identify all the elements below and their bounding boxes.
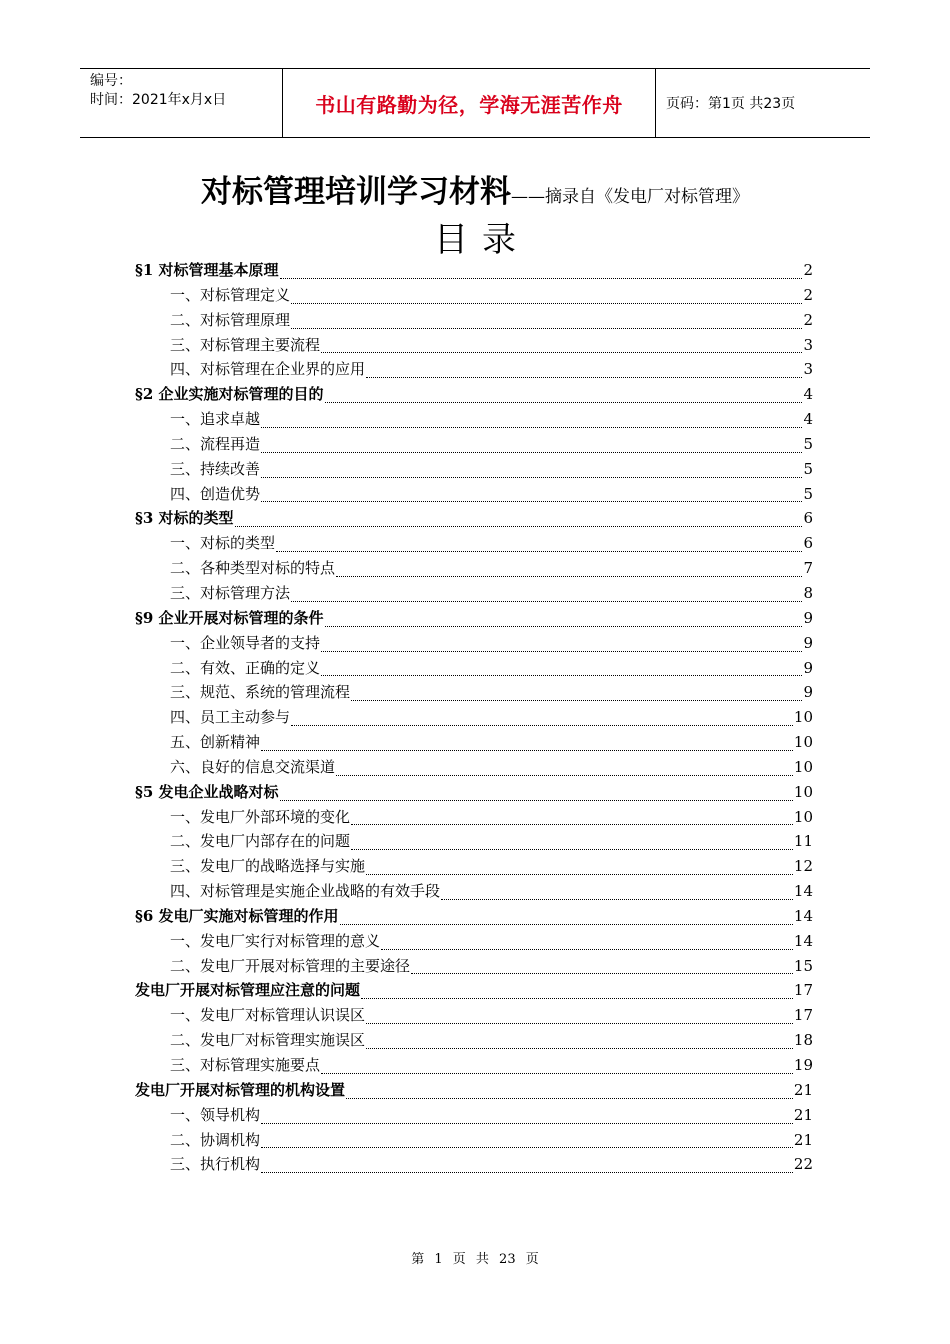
toc-entry[interactable] (135, 681, 813, 706)
document-title-sub: ——摘录自《发电厂对标管理》 (511, 187, 749, 207)
toc-entry[interactable] (135, 1129, 813, 1154)
toc-entry-page: 9 (803, 658, 813, 677)
toc-entry-page: 12 (793, 857, 813, 876)
toc-entry-label: 三、对标管理实施要点 (170, 1056, 321, 1074)
toc-leader-dots (321, 651, 802, 652)
toc-entry-page: 10 (793, 782, 813, 801)
toc-leader-dots (411, 973, 793, 974)
toc-entry[interactable] (135, 433, 813, 458)
document-title-main: 对标管理培训学习材料 (201, 174, 511, 210)
toc-entry-label: 二、各种类型对标的特点 (170, 559, 336, 578)
toc-entry-label: 二、协调机构 (170, 1130, 261, 1149)
toc-leader-dots (441, 899, 793, 900)
toc-entry-label: 三、规范、系统的管理流程 (170, 683, 351, 702)
toc-entry-page: 2 (803, 310, 813, 329)
toc-leader-dots (291, 725, 793, 726)
toc-entry-page: 10 (793, 708, 813, 727)
toc-entry-page: 10 (793, 733, 813, 752)
toc-leader-dots (276, 551, 802, 552)
toc-entry-page: 17 (793, 1006, 813, 1025)
toc-entry-page: 11 (793, 832, 813, 851)
toc-leader-dots (261, 1172, 793, 1173)
toc-entry-label: 一、对标管理定义 (170, 285, 291, 304)
toc-leader-dots (351, 700, 802, 701)
toc-entry-page: 2 (803, 285, 813, 304)
toc-entry[interactable] (135, 930, 813, 955)
toc-entry-label: §2 企业实施对标管理的目的 (135, 385, 324, 404)
toc-entry-label: 六、良好的信息交流渠道 (170, 757, 336, 776)
toc-leader-dots (336, 576, 802, 577)
toc-entry-label: 三、执行机构 (170, 1155, 261, 1174)
toc-leader-dots (346, 1098, 793, 1099)
toc-entry-label: 一、发电厂对标管理认识误区 (170, 1006, 366, 1025)
toc-entry-label: 四、对标管理是实施企业战略的有效手段 (170, 882, 441, 901)
toc-leader-dots (366, 377, 802, 378)
toc-entry-label: 五、创新精神 (170, 733, 261, 752)
toc-entry[interactable] (135, 383, 813, 408)
toc-entry-page: 9 (803, 608, 813, 627)
toc-entry-label: §3 对标的类型 (135, 509, 234, 528)
toc-entry-label: §9 企业开展对标管理的条件 (135, 608, 324, 627)
toc-entry-label: §6 发电厂实施对标管理的作用 (135, 906, 339, 925)
toc-entry-page: 2 (803, 261, 813, 279)
toc-entry-label: 二、对标管理原理 (170, 310, 291, 329)
toc-entry-page: 7 (803, 559, 813, 578)
toc-leader-dots (261, 427, 802, 428)
toc-entry[interactable] (135, 880, 813, 905)
toc-entry-label: 四、员工主动参与 (170, 708, 291, 727)
toc-entry-label: 二、流程再造 (170, 434, 261, 453)
toc-entry-page: 14 (793, 882, 813, 901)
toc-entry[interactable] (135, 483, 813, 508)
toc-entry[interactable] (135, 532, 813, 557)
toc-entry[interactable] (135, 1004, 813, 1029)
toc-leader-dots (325, 626, 803, 627)
toc-leader-dots (340, 924, 793, 925)
toc-entry-page: 21 (793, 1105, 813, 1124)
toc-entry[interactable] (135, 1054, 813, 1079)
toc-entry[interactable] (135, 557, 813, 582)
toc-entry[interactable] (135, 309, 813, 334)
toc-entry[interactable] (135, 507, 813, 532)
toc-entry-label: 一、追求卓越 (170, 410, 261, 429)
toc-entry-label: 三、对标管理方法 (170, 583, 291, 602)
toc-leader-dots (381, 949, 793, 950)
toc-entry-page: 21 (793, 1130, 813, 1149)
toc-leader-dots (325, 402, 803, 403)
toc-leader-dots (291, 303, 802, 304)
toc-entry[interactable] (135, 259, 813, 284)
toc-leader-dots (321, 1073, 793, 1074)
toc-entry-label: 一、发电厂实行对标管理的意义 (170, 931, 381, 950)
toc-entry[interactable] (135, 607, 813, 632)
toc-leader-dots (261, 1147, 793, 1148)
toc-entry-page: 3 (803, 360, 813, 379)
toc-leader-dots (321, 352, 802, 353)
toc-leader-dots (261, 477, 802, 478)
toc-entry-label: 一、发电厂外部环境的变化 (170, 807, 351, 826)
toc-entry[interactable] (135, 756, 813, 781)
toc-leader-dots (261, 1123, 793, 1124)
table-of-contents (135, 259, 813, 1178)
toc-entry-page: 19 (793, 1056, 813, 1074)
toc-entry[interactable] (135, 1029, 813, 1054)
toc-heading: 目录 (434, 220, 530, 260)
toc-leader-dots (261, 452, 802, 453)
toc-entry-label: 一、对标的类型 (170, 534, 276, 553)
toc-leader-dots (291, 601, 802, 602)
toc-leader-dots (235, 526, 803, 527)
toc-entry-page: 9 (803, 633, 813, 652)
toc-entry[interactable] (135, 979, 813, 1004)
toc-entry[interactable] (135, 334, 813, 359)
toc-entry-page: 3 (803, 335, 813, 354)
toc-leader-dots (366, 874, 793, 875)
toc-entry-label: 三、对标管理主要流程 (170, 335, 321, 354)
toc-entry-page: 21 (793, 1080, 813, 1099)
toc-entry[interactable] (135, 358, 813, 383)
toc-leader-dots (280, 278, 803, 279)
toc-entry-page: 5 (803, 459, 813, 478)
toc-entry[interactable] (135, 955, 813, 980)
toc-entry-page: 10 (793, 807, 813, 826)
toc-entry-page: 6 (803, 509, 813, 528)
header-table (80, 68, 870, 138)
document-time-label: 时间：2021年x月x日 (90, 92, 227, 108)
toc-entry[interactable] (135, 1104, 813, 1129)
toc-leader-dots (336, 775, 793, 776)
toc-entry-label: 三、持续改善 (170, 459, 261, 478)
toc-entry-label: 发电厂开展对标管理应注意的问题 (135, 981, 361, 1000)
toc-entry[interactable] (135, 284, 813, 309)
toc-entry-page: 14 (793, 931, 813, 950)
toc-leader-dots (321, 675, 802, 676)
toc-entry-page: 22 (793, 1155, 813, 1174)
toc-entry[interactable] (135, 905, 813, 930)
page-footer: 第 1 页 共 23 页 (411, 1252, 539, 1267)
toc-entry-page: 18 (793, 1031, 813, 1050)
toc-entry[interactable] (135, 657, 813, 682)
toc-entry[interactable] (135, 1153, 813, 1178)
document-title (0, 166, 950, 211)
toc-entry-page: 14 (793, 906, 813, 925)
toc-entry-label: 四、对标管理在企业界的应用 (170, 360, 366, 379)
toc-entry-page: 6 (803, 534, 813, 553)
toc-entry[interactable] (135, 806, 813, 831)
toc-entry[interactable] (135, 781, 813, 806)
toc-leader-dots (366, 1023, 793, 1024)
toc-entry[interactable] (135, 706, 813, 731)
toc-entry-page: 4 (803, 410, 813, 429)
toc-entry-label: §1 对标管理基本原理 (135, 261, 279, 279)
toc-entry[interactable] (135, 1079, 813, 1104)
toc-entry[interactable] (135, 830, 813, 855)
toc-entry-label: 发电厂开展对标管理的机构设置 (135, 1080, 346, 1099)
toc-entry[interactable] (135, 408, 813, 433)
toc-entry-page: 8 (803, 583, 813, 602)
toc-entry-label: 二、发电厂对标管理实施误区 (170, 1031, 366, 1050)
toc-entry[interactable] (135, 855, 813, 880)
toc-entry[interactable] (135, 632, 813, 657)
header-meta-cell (80, 69, 282, 137)
toc-leader-dots (291, 328, 802, 329)
toc-entry-page: 9 (803, 683, 813, 702)
toc-entry[interactable] (135, 582, 813, 607)
toc-entry-label: 二、发电厂开展对标管理的主要途径 (170, 956, 411, 975)
toc-entry-page: 15 (793, 956, 813, 975)
toc-entry-label: 一、领导机构 (170, 1105, 261, 1124)
header-page-info: 页码：第1页 共23页 (666, 96, 796, 112)
toc-entry-page: 10 (793, 757, 813, 776)
toc-entry-label: 二、发电厂内部存在的问题 (170, 832, 351, 851)
toc-leader-dots (366, 1048, 793, 1049)
toc-entry-page: 5 (803, 434, 813, 453)
toc-entry-page: 4 (803, 385, 813, 404)
document-number-label: 编号： (90, 73, 132, 89)
header-motto: 书山有路勤为径，学海无涯苦作舟 (282, 69, 656, 137)
toc-leader-dots (351, 849, 793, 850)
toc-leader-dots (351, 824, 793, 825)
toc-entry-page: 5 (803, 484, 813, 503)
toc-entry-label: 三、发电厂的战略选择与实施 (170, 857, 366, 876)
toc-entry-label: 二、有效、正确的定义 (170, 658, 321, 677)
toc-entry-label: 一、企业领导者的支持 (170, 633, 321, 652)
toc-leader-dots (261, 501, 802, 502)
toc-leader-dots (361, 998, 793, 999)
toc-entry-page: 17 (793, 981, 813, 1000)
toc-entry[interactable] (135, 731, 813, 756)
toc-entry-label: §5 发电企业战略对标 (135, 782, 279, 801)
toc-entry[interactable] (135, 458, 813, 483)
toc-entry-label: 四、创造优势 (170, 484, 261, 503)
toc-leader-dots (280, 800, 793, 801)
toc-leader-dots (261, 750, 793, 751)
